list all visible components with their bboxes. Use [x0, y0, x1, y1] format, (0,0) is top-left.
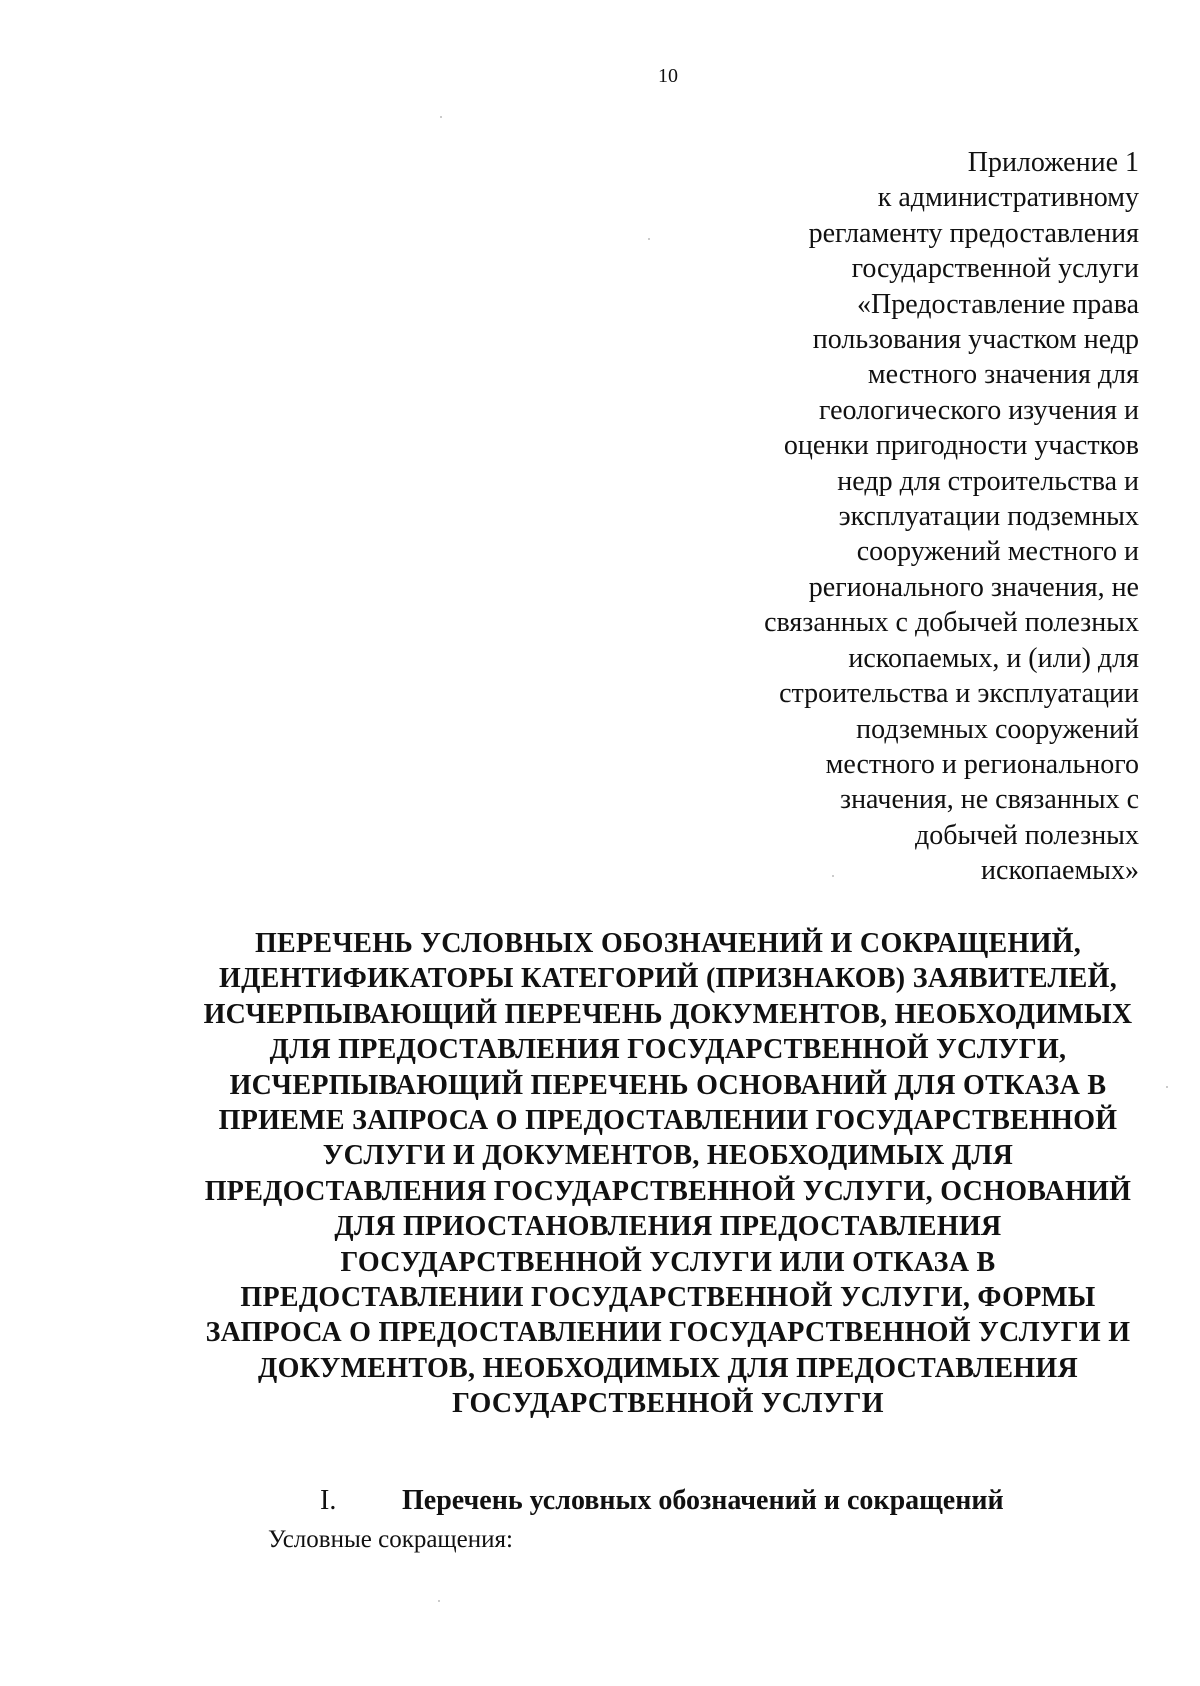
- appendix-line: регламенту предоставления: [808, 217, 1139, 249]
- appendix-block: [539, 145, 1139, 889]
- appendix-line: сооружений местного и: [856, 536, 1139, 568]
- title-line: ГОСУДАРСТВЕННОЙ УСЛУГИ ИЛИ ОТКАЗА В: [340, 1246, 996, 1278]
- appendix-line: регионального значения, не: [808, 571, 1139, 603]
- page-number: 10: [658, 65, 678, 87]
- appendix-line: подземных сооружений: [856, 713, 1139, 745]
- appendix-line: государственной услуги: [851, 253, 1139, 285]
- appendix-line: ископаемых»: [981, 855, 1139, 887]
- section-heading-text: Перечень условных обозначений и сокращений: [402, 1485, 1004, 1516]
- title-line: УСЛУГИ И ДОКУМЕНТОВ, НЕОБХОДИМЫХ ДЛЯ: [322, 1140, 1014, 1172]
- appendix-line: эксплуатации подземных: [838, 501, 1139, 533]
- title-line: ГОСУДАРСТВЕННОЙ УСЛУГИ: [452, 1388, 884, 1420]
- document-title: [68, 926, 1200, 1422]
- appendix-line: местного значения для: [867, 359, 1139, 391]
- title-line: ПРЕДОСТАВЛЕНИЯ ГОСУДАРСТВЕННОЙ УСЛУГИ, ОСНОВАНИЙ: [204, 1175, 1132, 1207]
- title-line: ПРЕДОСТАВЛЕНИИ ГОСУДАРСТВЕННОЙ УСЛУГИ, ФОРМЫ: [240, 1282, 1096, 1314]
- appendix-line: ископаемых, и (или) для: [848, 642, 1139, 674]
- scan-speck: [648, 238, 650, 240]
- title-line: ДОКУМЕНТОВ, НЕОБХОДИМЫХ ДЛЯ ПРЕДОСТАВЛЕНИЯ: [258, 1352, 1078, 1384]
- abbreviations-label: Условные сокращения:: [268, 1526, 513, 1553]
- appendix-line: геологического изучения и: [818, 394, 1139, 426]
- scan-speck: [1166, 1086, 1168, 1088]
- section-number: I.: [320, 1485, 337, 1516]
- appendix-line: к административному: [877, 182, 1139, 214]
- appendix-line: «Предоставление права: [857, 288, 1139, 320]
- scan-speck: [438, 1600, 440, 1602]
- title-line: ИСЧЕРПЫВАЮЩИЙ ПЕРЕЧЕНЬ ДОКУМЕНТОВ, НЕОБХОДИМЫХ: [203, 998, 1133, 1030]
- appendix-line: недр для строительства и: [837, 465, 1139, 497]
- appendix-line: местного и регионального: [825, 748, 1139, 780]
- title-line: ДЛЯ ПРИОСТАНОВЛЕНИЯ ПРЕДОСТАВЛЕНИЯ: [334, 1211, 1002, 1243]
- scan-speck: [832, 875, 834, 877]
- title-line: ИДЕНТИФИКАТОРЫ КАТЕГОРИЙ (ПРИЗНАКОВ) ЗАЯВИТЕЛЕЙ,: [218, 963, 1118, 995]
- appendix-line: Приложение 1: [967, 147, 1139, 178]
- appendix-line: добычей полезных: [914, 819, 1139, 851]
- scan-speck: [440, 116, 442, 118]
- appendix-line: значения, не связанных с: [840, 784, 1139, 816]
- title-line: ИСЧЕРПЫВАЮЩИЙ ПЕРЕЧЕНЬ ОСНОВАНИЙ ДЛЯ ОТКАЗА В: [229, 1069, 1107, 1101]
- title-line: ДЛЯ ПРЕДОСТАВЛЕНИЯ ГОСУДАРСТВЕННОЙ УСЛУГИ,: [269, 1034, 1067, 1066]
- title-line: ЗАПРОСА О ПРЕДОСТАВЛЕНИИ ГОСУДАРСТВЕННОЙ УСЛУГИ И: [205, 1317, 1131, 1349]
- appendix-line: оценки пригодности участков: [783, 430, 1139, 462]
- appendix-line: пользования участком недр: [812, 324, 1139, 356]
- title-line: ПРИЕМЕ ЗАПРОСА О ПРЕДОСТАВЛЕНИИ ГОСУДАРСТВЕННОЙ: [218, 1105, 1118, 1137]
- appendix-line: связанных с добычей полезных: [764, 607, 1139, 639]
- appendix-line: строительства и эксплуатации: [779, 678, 1139, 710]
- title-line: ПЕРЕЧЕНЬ УСЛОВНЫХ ОБОЗНАЧЕНИЙ И СОКРАЩЕНИЙ,: [254, 928, 1082, 959]
